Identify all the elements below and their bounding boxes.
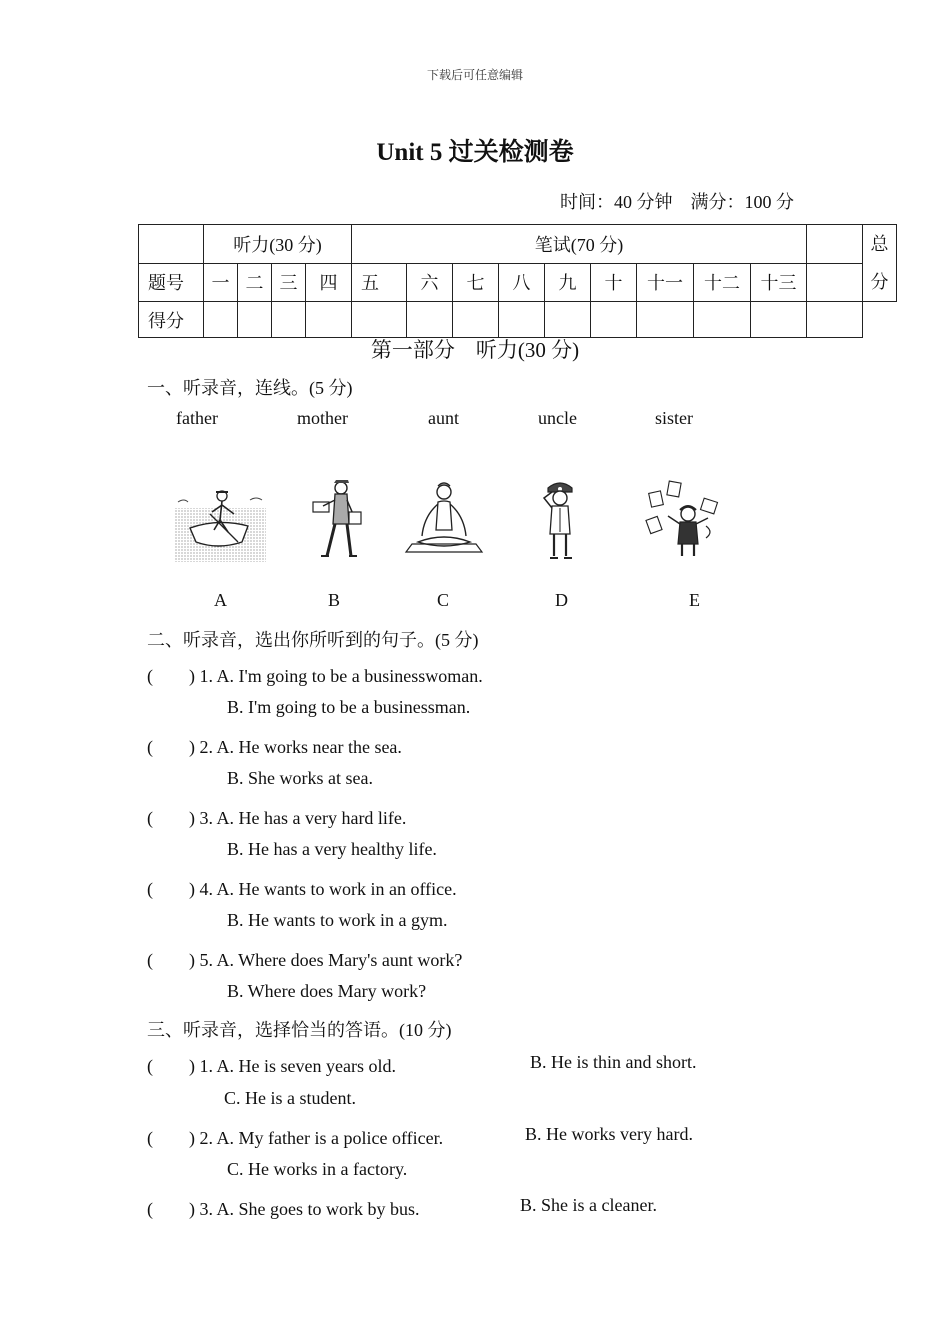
sec2-q4-b: B. He wants to work in a gym. [227, 910, 448, 930]
sec3-q1-b: B. He is thin and short. [530, 1052, 697, 1072]
total-label-2: 分 [870, 272, 889, 292]
row-label-score: 得分 [139, 302, 204, 338]
page-title: Unit 5 过关检测卷 [376, 139, 574, 166]
sec3-q1-c: C. He is a student. [224, 1088, 356, 1108]
table-number-row [139, 263, 897, 302]
papers-picture [644, 480, 728, 560]
letter-c: C [437, 590, 450, 610]
sec3-q2-b: B. He works very hard. [525, 1124, 693, 1144]
score-cell [591, 302, 637, 338]
col-9: 九 [545, 263, 591, 302]
sec2-q3-b: B. He has a very healthy life. [227, 839, 437, 859]
score-cell [637, 302, 694, 338]
listening-header: 听力(30 分) [204, 225, 352, 264]
word-aunt: aunt [428, 408, 459, 428]
col-5: 五 [352, 263, 407, 302]
sec3-q3-b: B. She is a cleaner. [520, 1195, 657, 1215]
sec2-q4-a: ( ) 4. A. He wants to work in an office. [147, 879, 457, 899]
word-mother: mother [297, 408, 348, 428]
letter-b: B [328, 590, 341, 610]
letter-d: D [555, 590, 568, 610]
score-cell [407, 302, 453, 338]
col-1: 一 [204, 263, 238, 302]
letter-e: E [689, 590, 700, 610]
sec3-q1-a: ( ) 1. A. He is seven years old. [147, 1056, 396, 1076]
score-cell [238, 302, 272, 338]
section-2-title: 二、听录音，选出你所听到的句子。(5 分) [147, 630, 479, 650]
sec2-q5-a: ( ) 5. A. Where does Mary's aunt work? [147, 950, 463, 970]
letter-a: A [214, 590, 227, 610]
sec3-q2-c: C. He works in a factory. [227, 1159, 408, 1179]
score-cell [499, 302, 545, 338]
col-8: 八 [499, 263, 545, 302]
col-4: 四 [306, 263, 352, 302]
sec2-q5-b: B. Where does Mary work? [227, 981, 427, 1001]
col-12: 十二 [694, 263, 751, 302]
boat-picture [172, 480, 268, 564]
sec2-q2-b: B. She works at sea. [227, 768, 373, 788]
word-father: father [176, 408, 218, 428]
header-note: 下载后可任意编辑 [426, 68, 523, 82]
exam-meta: 时间：40 分钟 满分：100 分 [560, 192, 794, 212]
sec2-q3-a: ( ) 3. A. He has a very hard life. [147, 808, 407, 828]
col-10: 十 [591, 263, 637, 302]
yoga-picture [402, 480, 486, 558]
sec2-q2-a: ( ) 2. A. He works near the sea. [147, 737, 402, 757]
col-6: 六 [407, 263, 453, 302]
col-3: 三 [272, 263, 306, 302]
section-1-title: 一、听录音，连线。(5 分) [147, 378, 353, 398]
section-3-title: 三、听录音，选择恰当的答语。(10 分) [147, 1020, 452, 1040]
part-title: 第一部分 听力(30 分) [370, 338, 580, 362]
writing-header: 笔试(70 分) [352, 225, 807, 264]
score-cell [306, 302, 352, 338]
row-label-number: 题号 [139, 263, 204, 302]
col-11: 十一 [637, 263, 694, 302]
total-header [863, 225, 897, 302]
score-table [138, 224, 897, 338]
word-sister: sister [655, 408, 693, 428]
score-cell [272, 302, 306, 338]
table-score-row [139, 302, 897, 338]
score-cell [204, 302, 238, 338]
col-7: 七 [453, 263, 499, 302]
sec2-q1-a: ( ) 1. A. I'm going to be a businesswoman. [147, 666, 483, 686]
score-cell [545, 302, 591, 338]
table-corner-cell [139, 225, 204, 264]
postman-picture [305, 476, 365, 562]
table-header-row [139, 225, 897, 264]
sec2-q1-b: B. I'm going to be a businessman. [227, 697, 471, 717]
score-cell [453, 302, 499, 338]
total-label-1: 总 [870, 234, 889, 254]
col-13: 十三 [751, 263, 807, 302]
score-cell [694, 302, 751, 338]
officer-picture [538, 478, 584, 562]
sec3-q3-a: ( ) 3. A. She goes to work by bus. [147, 1199, 420, 1219]
col-2: 二 [238, 263, 272, 302]
score-cell [352, 302, 407, 338]
table-empty-cell [807, 225, 863, 264]
word-uncle: uncle [538, 408, 577, 428]
sec3-q2-a: ( ) 2. A. My father is a police officer. [147, 1128, 444, 1148]
score-cell [751, 302, 807, 338]
score-cell [807, 302, 863, 338]
